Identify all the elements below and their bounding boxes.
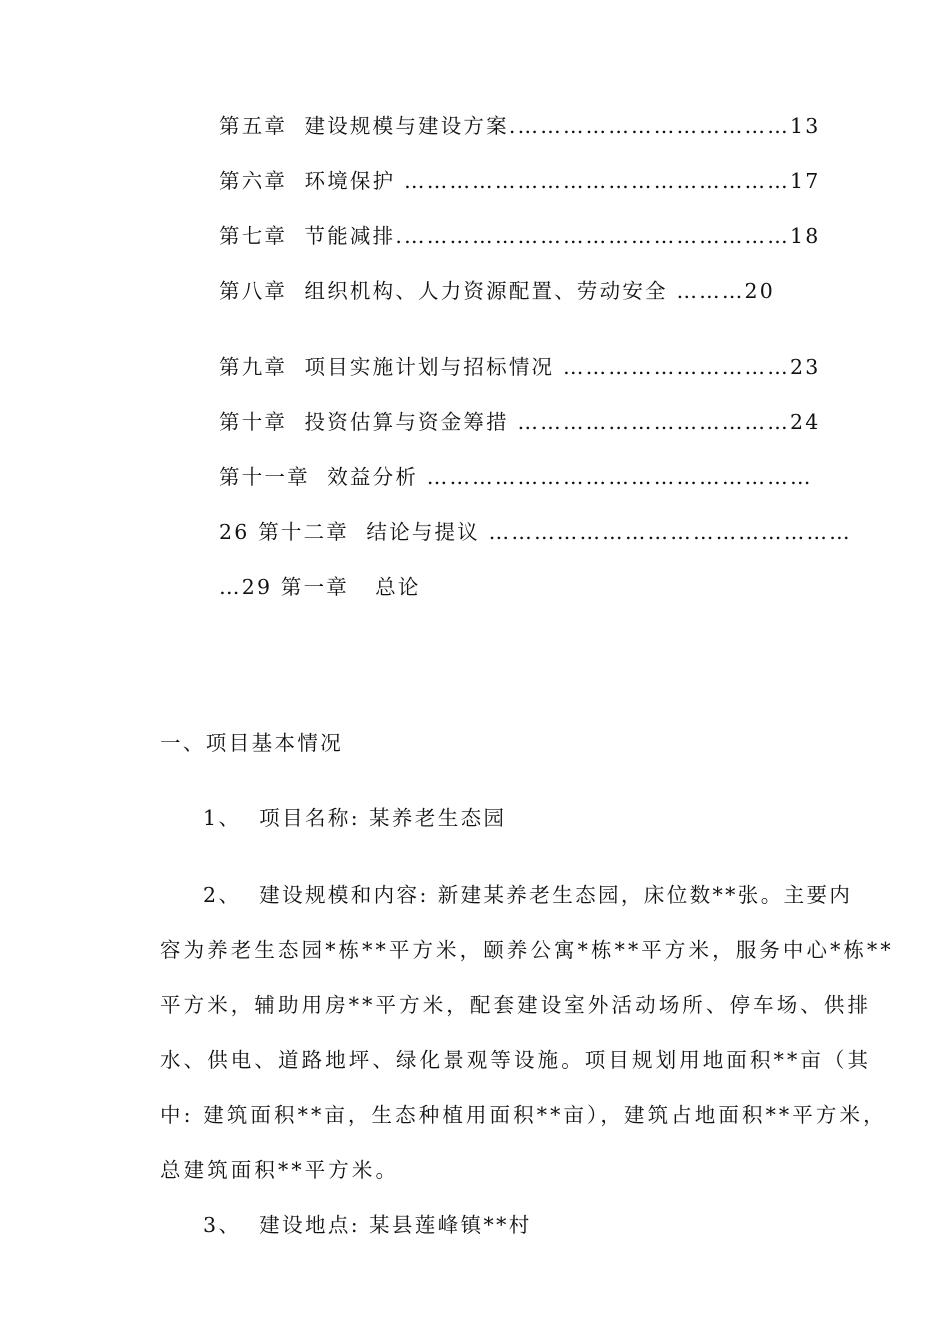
item-location: 3、 建设地点: 某县莲峰镇**村 [203,1213,532,1237]
toc-entry-chapter-7: 第七章 节能减排.……………………………………………18 [219,224,821,248]
toc-entry-chapter-12: 26 第十二章 结论与提议 ………………………………………… [219,520,852,544]
item-project-name: 1、 项目名称: 某养老生态园 [203,806,507,830]
item-scale-line-4: 水、供电、道路地坪、绿化景观等设施。项目规划用地面积**亩（其 [160,1048,872,1072]
item-scale-line-3: 平方米，辅助用房**平方米，配套建设室外活动场所、停车场、供排 [160,993,872,1017]
item-scale-line-1: 2、 建设规模和内容: 新建某养老生态园，床位数**张。主要内 [203,883,853,907]
section-heading: 一、项目基本情况 [160,731,344,755]
toc-entry-chapter-9: 第九章 项目实施计划与招标情况 …………………………23 [219,355,821,379]
toc-entry-chapter-5: 第五章 建设规模与建设方案.………………………………13 [219,114,821,138]
toc-entry-chapter-11: 第十一章 效益分析 …………………………………………… [219,465,813,489]
item-scale-line-2: 容为养老生态园*栋**平方米，颐养公寓*栋**平方米，服务中心*栋** [160,938,894,962]
toc-entry-chapter-10: 第十章 投资估算与资金筹措 ………………………………24 [219,410,821,434]
item-scale-line-6: 总建筑面积**平方米。 [160,1158,400,1182]
toc-entry-chapter-8: 第八章 组织机构、人力资源配置、劳动安全 ………20 [219,279,776,303]
item-scale-line-5: 中: 建筑面积**亩，生态种植用面积**亩），建筑占地面积**平方米， [160,1103,887,1127]
toc-entry-chapter-1: …29 第一章 总论 [219,575,421,599]
toc-entry-chapter-6: 第六章 环境保护 ……………………………………………17 [219,169,821,193]
